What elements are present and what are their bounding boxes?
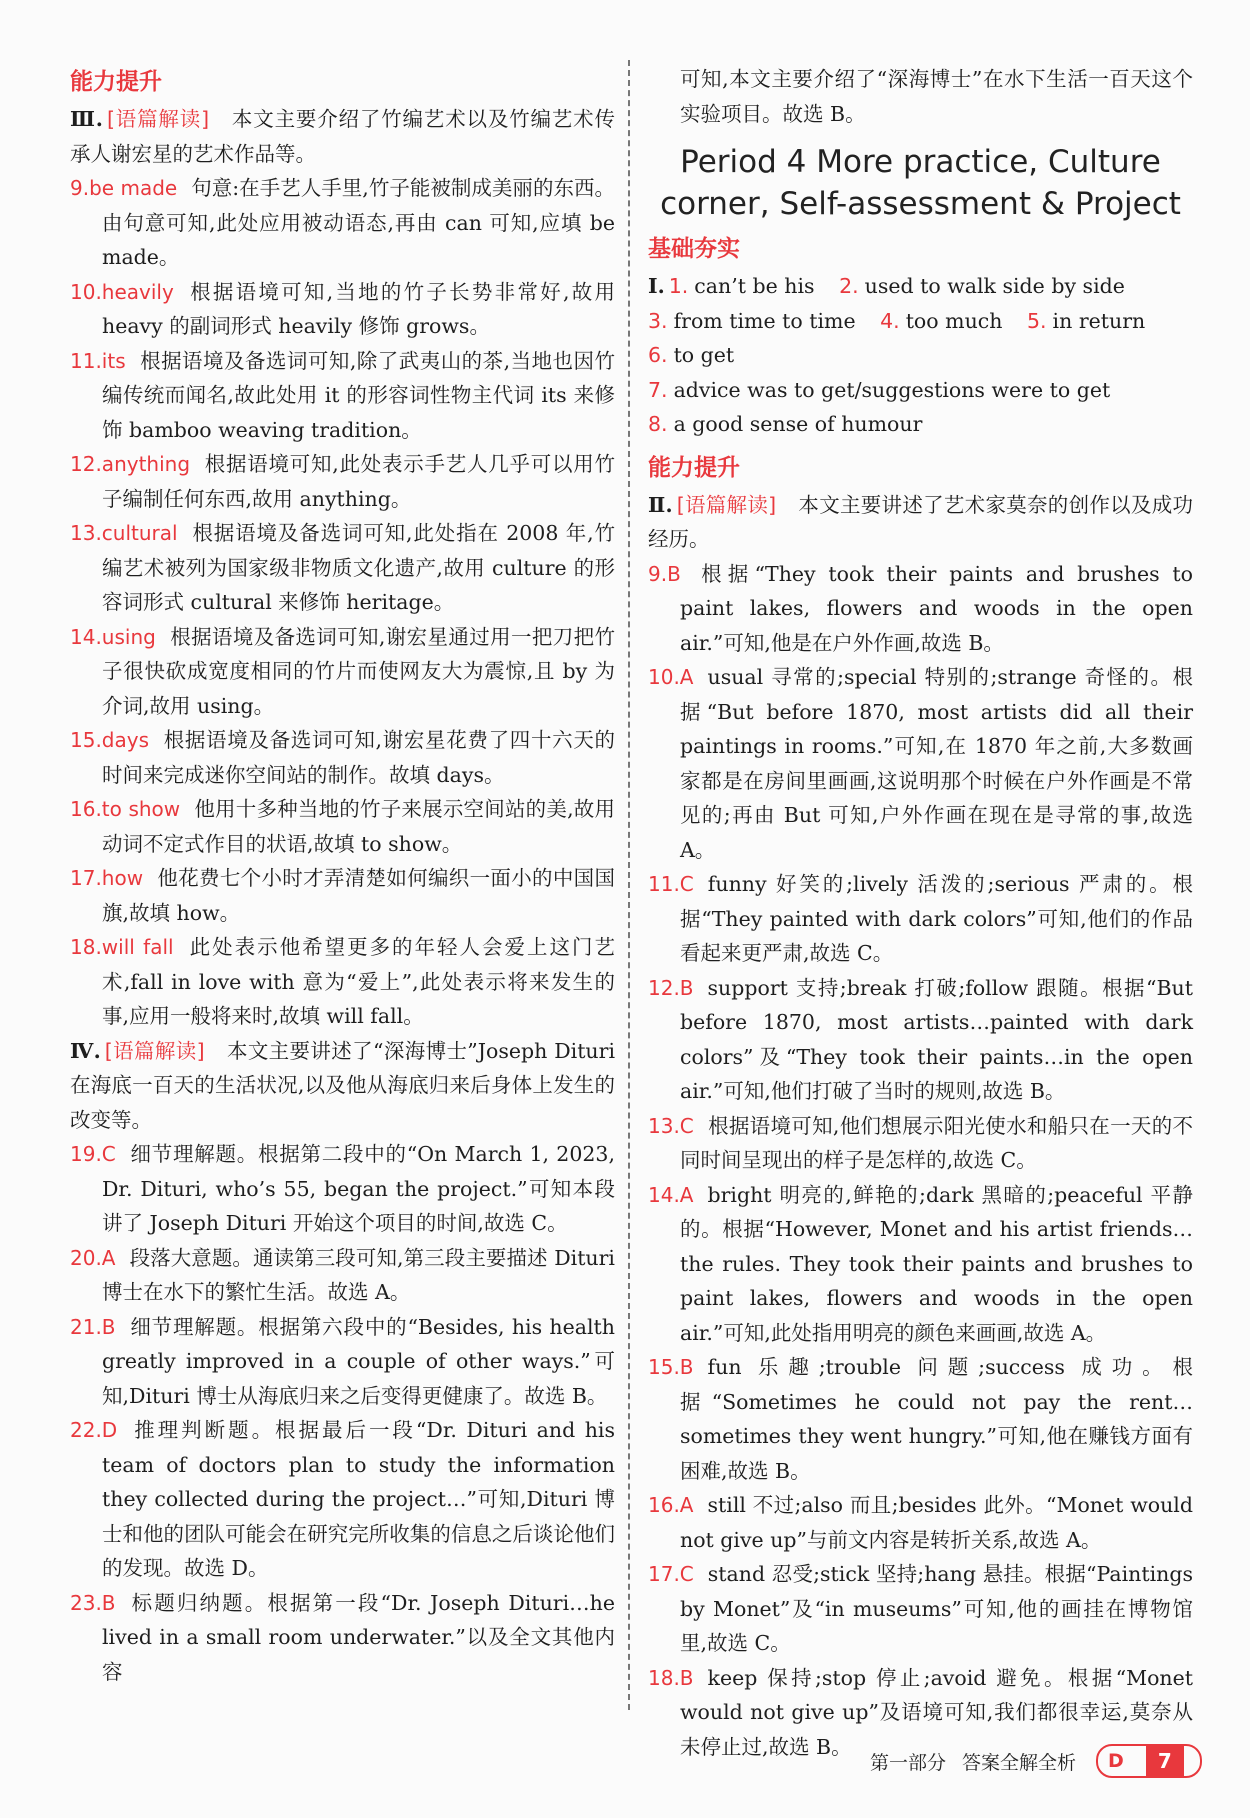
answer-key: 9.B: [648, 561, 681, 586]
answer-key: 15.B: [648, 1355, 694, 1379]
answer-explanation: 根据语境可知,此处表示手艺人几乎可以用竹子编制任何东西,故用 anything。: [102, 452, 615, 511]
answer-item: [70, 275, 615, 344]
answer-item: [70, 1413, 615, 1586]
answer-item: [648, 1350, 1193, 1488]
answer-explanation: 根据语境及备选词可知,谢宏星花费了四十六天的时间来完成迷你空间站的制作。故填 days。: [102, 728, 615, 787]
fill-answer: to get: [673, 343, 735, 367]
answer-explanation: 根据语境可知,当地的竹子长势非常好,故用 heavy 的副词形式 heavily 修饰 grows。: [102, 279, 615, 338]
passage-tag: [语篇解读]: [676, 492, 777, 517]
answer-key: 12.B: [648, 975, 694, 1000]
answer-explanation: 细节理解题。根据第二段中的“On March 1, 2023, Dr. Dituri, who’s 55, began the project.”可知本段讲了 Joseph Dituri 开始这个项目的时间,故选 C。: [102, 1142, 615, 1235]
answer-item: [648, 1557, 1193, 1661]
fill-answers: [648, 269, 1193, 373]
section-title-basic: 基础夯实: [648, 236, 740, 262]
passage-summary-2: [648, 488, 1193, 557]
left-column: [70, 62, 615, 1689]
answer-item: [70, 792, 615, 861]
summary-text: 本文主要介绍了竹编艺术以及竹编艺术传承人谢宏星的艺术作品等。: [70, 107, 615, 166]
answer-explanation: bright 明亮的,鲜艳的;dark 黑暗的;peaceful 平静的。根据“However, Monet and his artist friends…the rules. They took their paints and brushes to paint lakes, flowers and woods in the open air.”可知,此处指用明亮的颜色来画画,故选 A。: [680, 1182, 1193, 1345]
passage-tag: [语篇解读]: [104, 1038, 205, 1063]
answer-key: 14.using: [70, 624, 156, 649]
answer-item: [648, 867, 1193, 971]
answer-key: 15.days: [70, 728, 150, 752]
answer-item: [648, 971, 1193, 1109]
answer-key: 11.its: [70, 348, 126, 373]
answer-key: 16.to show: [70, 797, 181, 821]
answer-explanation: 根据语境及备选词可知,此处指在 2008 年,竹编艺术被列为国家级非物质文化遗产,故用 culture 的形容词形式 cultural 来修饰 heritage。: [102, 521, 615, 614]
period-title-line: corner, Self-assessment & Project: [660, 186, 1181, 222]
answer-explanation: fun 乐趣;trouble 问题;success 成功。根据“Sometimes he could not pay the rent…sometimes they went hungry.”可知,他在赚钱方面有困难,故选 B。: [680, 1355, 1193, 1483]
answer-explanation: 他用十多种当地的竹子来展示空间站的美,故用动词不定式作目的状语,故填 to show。: [102, 797, 615, 856]
page-footer: [870, 1744, 1202, 1778]
answer-key: 18.B: [648, 1665, 694, 1690]
answer-explanation: 细节理解题。根据第六段中的“Besides, his health greatly improved in a couple of other ways.”可知,Dituri 博士从海底归来之后变得更健康了。故选 B。: [102, 1314, 615, 1408]
answer-explanation: usual 寻常的;special 特别的;strange 奇怪的。根据“But before 1870, most artists did all their paintings in rooms.”可知,在 1870 年之前,大多数画家都是在房间里画画,这说明那个时候在户外作画是不常见的;再由 But 可知,户外作画在现在是寻常的事,故选 A。: [680, 665, 1193, 862]
answer-explanation: funny 好笑的;lively 活泼的;serious 严肃的。根据“They painted with dark colors”可知,他们的作品看起来更严肃,故选 C。: [680, 872, 1193, 965]
fill-answer: in return: [1052, 308, 1146, 333]
continued-text: 可知,本文主要介绍了“深海博士”在水下生活一百天这个实验项目。故选 B。: [680, 67, 1193, 126]
fill-key: 5.: [1026, 308, 1047, 333]
answer-item: [70, 447, 615, 516]
roman-numeral: Ⅰ.: [648, 274, 665, 298]
fill-key: 8.: [648, 412, 668, 436]
answer-explanation: 标题归纳题。根据第一段“Dr. Joseph Dituri…he lived in a small room underwater.”以及全文其他内容: [102, 1590, 615, 1684]
answer-key: 10.heavily: [70, 279, 174, 304]
answer-key: 12.anything: [70, 452, 191, 476]
right-column: [648, 62, 1193, 1764]
answer-explanation: 推理判断题。根据最后一段“Dr. Dituri and his team of doctors plan to study the information they collected during the project…”可知,Dituri 博士和他的团队可能会在研究完所收集的信息之后谈论他们的发现。故选 D。: [102, 1418, 615, 1580]
answer-explanation: 根据“They took their paints and brushes to paint lakes, flowers and woods in the open air.”可知,他是在户外作画,故选 B。: [680, 561, 1193, 655]
summary-text: 本文主要讲述了艺术家莫奈的创作以及成功经历。: [648, 492, 1194, 551]
answer-key: 14.A: [648, 1182, 694, 1207]
answer-key: 19.C: [70, 1142, 116, 1166]
section-title-improve: 能力提升: [648, 454, 740, 481]
fill-answer: can’t be his: [694, 274, 815, 298]
period-title: [648, 141, 1193, 225]
answer-explanation: stand 忍受;stick 坚持;hang 悬挂。根据“Paintings by Monet”及“in museums”可知,他的画挂在博物馆里,故选 C。: [680, 1562, 1193, 1655]
answer-item: [70, 171, 615, 275]
roman-numeral: Ⅳ.: [70, 1038, 101, 1063]
answer-item: [648, 557, 1193, 661]
page-number: 7: [1146, 1746, 1184, 1776]
answer-explanation: 根据语境可知,他们想展示阳光使水和船只在一天的不同时间呈现出的样子是怎样的,故选 C。: [680, 1113, 1193, 1172]
passage-tag: [语篇解读]: [106, 107, 210, 131]
answer-item: [70, 861, 615, 930]
fill-answer: advice was to get/suggestions were to get: [673, 377, 1111, 402]
answer-key: 23.B: [70, 1590, 116, 1615]
passage-summary-4: [70, 1034, 615, 1138]
answer-item: [648, 1178, 1193, 1351]
answer-key: 10.A: [648, 665, 694, 689]
period-title-line: Period 4 More practice, Culture: [680, 144, 1161, 180]
section-title-improve: 能力提升: [70, 69, 162, 95]
answer-item: [70, 1310, 615, 1414]
fill-answers: [648, 373, 1193, 408]
answer-item: [648, 660, 1193, 867]
answer-key: 22.D: [70, 1418, 118, 1442]
answer-key: 9.be made: [70, 176, 178, 200]
fill-key: 1.: [668, 274, 689, 298]
fill-key: 7.: [648, 377, 668, 402]
answer-item: [70, 1241, 615, 1310]
summary-text: 本文主要讲述了“深海博士”Joseph Dituri 在海底一百天的生活状况,以及他从海底归来后身体上发生的改变等。: [70, 1038, 615, 1132]
answer-item: [70, 344, 615, 448]
answer-item: [70, 1586, 615, 1690]
answer-explanation: 此处表示他希望更多的年轻人会爱上这门艺术,fall in love with 意为“爱上”,此处表示将来发生的事,应用一般将来时,故填 will fall。: [102, 935, 616, 1028]
answer-key: 16.A: [648, 1493, 694, 1517]
fill-answer: from time to time: [673, 308, 856, 333]
answer-explanation: 根据语境及备选词可知,谢宏星通过用一把刀把竹子很快砍成宽度相同的竹片而使网友大为震惊,且 by 为介词,故用 using。: [102, 624, 615, 718]
fill-key: 3.: [648, 308, 668, 333]
answer-key: 11.C: [648, 872, 694, 896]
fill-key: 6.: [648, 343, 668, 367]
page-number-badge: [1096, 1744, 1202, 1778]
answer-explanation: keep 保持;stop 停止;avoid 避免。根据“Monet would not give up”及语境可知,我们都很幸运,莫奈从未停止过,故选 B。: [680, 1665, 1193, 1759]
answer-key: 13.C: [648, 1113, 694, 1138]
badge-letter: D: [1108, 1750, 1124, 1772]
fill-key: 4.: [880, 308, 900, 333]
answer-key: 17.how: [70, 866, 144, 890]
answer-item: [648, 1109, 1193, 1178]
roman-numeral: Ⅱ.: [648, 492, 673, 517]
answer-key: 21.B: [70, 1314, 116, 1339]
fill-answers: [648, 407, 1193, 442]
passage-summary-3: [70, 102, 615, 171]
footer-section: 答案全解全析: [962, 1751, 1077, 1774]
column-divider: [628, 60, 630, 1710]
fill-key: 2.: [839, 274, 859, 298]
answer-item: [70, 1137, 615, 1241]
answer-key: 20.A: [70, 1245, 116, 1270]
answer-explanation: 根据语境及备选词可知,除了武夷山的茶,当地也因竹编传统而闻名,故此处用 it 的形容词性物主代词 its 来修饰 bamboo weaving tradition。: [102, 348, 615, 442]
footer-part: 第一部分: [870, 1751, 947, 1774]
answer-key: 18.will fall: [70, 935, 174, 959]
answer-item: [70, 930, 615, 1034]
answer-item: [648, 1488, 1193, 1557]
fill-answer: too much: [905, 308, 1003, 333]
answer-explanation: still 不过;also 而且;besides 此外。“Monet would not give up”与前文内容是转折关系,故选 A。: [680, 1493, 1193, 1552]
answer-explanation: support 支持;break 打破;follow 跟随。根据“But before 1870, most artists…painted with dark colors”及“They took their paints…in the open air.”可知,他们打破了当时的规则,故选 B。: [680, 975, 1193, 1103]
roman-numeral: Ⅲ.: [70, 107, 103, 131]
fill-answer: used to walk side by side: [864, 274, 1125, 298]
answer-explanation: 他花费七个小时才弄清楚如何编织一面小的中国国旗,故填 how。: [102, 866, 615, 925]
answer-key: 17.C: [648, 1562, 694, 1586]
answer-item: [70, 516, 615, 620]
answer-item: [70, 723, 615, 792]
fill-answer: a good sense of humour: [673, 412, 923, 436]
answer-explanation: 段落大意题。通读第三段可知,第三段主要描述 Dituri 博士在水下的繁忙生活。故选 A。: [102, 1245, 615, 1304]
answer-key: 13.cultural: [70, 521, 178, 545]
answer-item: [70, 620, 615, 724]
answer-explanation: 句意:在手艺人手里,竹子能被制成美丽的东西。由句意可知,此处应用被动语态,再由 can 可知,应填 be made。: [102, 176, 615, 269]
